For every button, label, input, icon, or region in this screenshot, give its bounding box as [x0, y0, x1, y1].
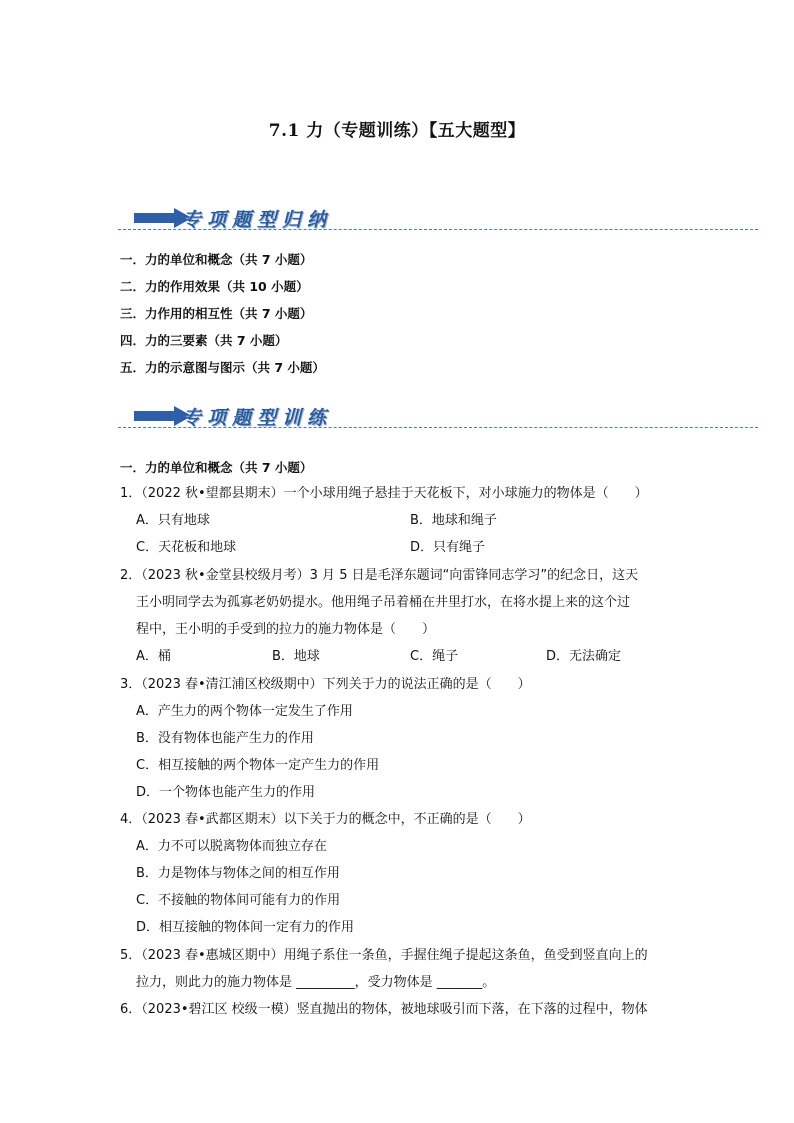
option-d: D．只有绳子 — [410, 540, 486, 555]
question-text: 王小明同学去为孤寡老奶奶提水。他用绳子吊着桶在井里打水，在将水提上来的这个过 — [136, 595, 631, 610]
topic-item: 四．力的三要素（共 7 小题） — [120, 333, 288, 348]
question-text: 3．（2023 春•清江浦区校级期中）下列关于力的说法正确的是（ ） — [120, 677, 531, 692]
question-text: 2．（2023 秋•金堂县校级月考）3 月 5 日是毛泽东题词“向雷锋同志学习”的纪念日，这天 — [120, 568, 639, 583]
option-a: A．只有地球 — [136, 513, 210, 528]
summary-banner-text: 专项题型归纳 — [182, 209, 333, 231]
question-1 — [120, 480, 680, 561]
question-text: 4．（2023 春•武都区期末）以下关于力的概念中，不正确的是（ ） — [120, 812, 531, 827]
banner-divider — [118, 229, 758, 230]
option-b: B．没有物体也能产生力的作用 — [136, 731, 314, 746]
question-2 — [120, 562, 680, 670]
option-a: A．桶 — [136, 649, 171, 664]
question-6 — [120, 996, 680, 1023]
topic-item: 三．力作用的相互性（共 7 小题） — [120, 306, 313, 321]
option-b: B．地球 — [272, 649, 320, 664]
option-c: C．不接触的物体间可能有力的作用 — [136, 893, 341, 908]
question-5 — [120, 942, 680, 996]
topic-list — [120, 252, 325, 387]
question-text: 6．（2023•碧江区 校级一模）竖直抛出的物体，被地球吸引而下落，在下落的过程中，物体 — [120, 1002, 648, 1017]
section-heading: 一．力的单位和概念（共 7 小题） — [120, 460, 313, 475]
option-c: C．相互接触的两个物体一定产生力的作用 — [136, 758, 380, 773]
option-a: A．力不可以脱离物体而独立存在 — [136, 839, 327, 854]
option-b: B．地球和绳子 — [410, 513, 497, 528]
topic-item: 二．力的作用效果（共 10 小题） — [120, 279, 309, 294]
question-text: 1．（2022 秋•望都县期末）一个小球用绳子悬挂于天花板下，对小球施力的物体是（ ） — [120, 486, 648, 501]
question-3 — [120, 671, 680, 806]
question-text: 5．（2023 春•惠城区期中）用绳子系住一条鱼，手握住绳子提起这条鱼，鱼受到竖直向上的 — [120, 948, 648, 963]
banner-divider — [118, 427, 758, 428]
question-text: 拉力，则此力的施力物体是 _________，受力物体是 _______。 — [136, 975, 496, 990]
question-text: 程中，王小明的手受到的拉力的施力物体是（ ） — [136, 622, 436, 637]
page-title: 7.1 力（专题训练）【五大题型】 — [268, 121, 526, 141]
summary-banner — [118, 202, 758, 236]
question-4 — [120, 806, 680, 941]
option-d: D．一个物体也能产生力的作用 — [136, 785, 316, 800]
topic-item: 五．力的示意图与图示（共 7 小题） — [120, 360, 325, 375]
option-d: D．相互接触的物体间一定有力的作用 — [136, 920, 355, 935]
training-banner-text: 专项题型训练 — [182, 407, 333, 429]
option-c: C．绳子 — [410, 649, 459, 664]
options-row — [120, 507, 680, 534]
topic-item: 一．力的单位和概念（共 7 小题） — [120, 252, 313, 267]
option-d: D．无法确定 — [546, 649, 622, 664]
options-row — [120, 534, 680, 561]
option-c: C．天花板和地球 — [136, 540, 237, 555]
option-b: B．力是物体与物体之间的相互作用 — [136, 866, 340, 881]
option-a: A．产生力的两个物体一定发生了作用 — [136, 704, 353, 719]
options-row — [120, 643, 680, 670]
training-banner — [118, 400, 758, 434]
